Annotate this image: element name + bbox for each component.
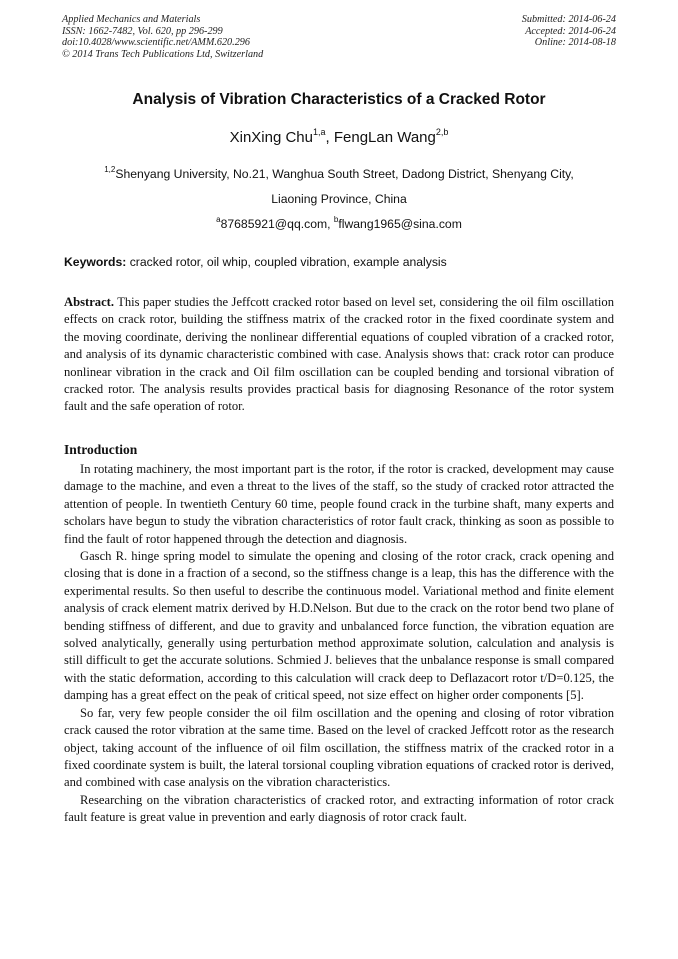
- email-b: flwang1965@sina.com: [338, 217, 462, 231]
- journal-copyright: © 2014 Trans Tech Publications Ltd, Switzerland: [62, 48, 264, 60]
- journal-name: Applied Mechanics and Materials: [62, 14, 201, 25]
- author-separator: ,: [325, 129, 334, 146]
- author-2-sup: 2,b: [435, 127, 449, 137]
- author-1: XinXing Chu: [229, 129, 313, 146]
- email-a-sup: a: [216, 215, 221, 224]
- intro-paragraph-2: Gasch R. hinge spring model to simulate the opening and closing of the rotor crack, crack opening and closing that is done in a fraction of a second, so the stiffness change is a leap, this has the difference with the experimental results. So then useful to describe the continuous model. Variational method and finite element analysis of crack element matrix derived by H.D.Nelson. But due to the crack on the rotor bend two plane of bending stiffness of different, and due to gravity and unbalanced force function, the vibration equation are solved analytically, generally using perturbation method approximate solution, calculation and analysis is still difficult to get the accurate solutions. Schmied J. believes that the unbalance response is small compared with the static deformation, according to this calculation will crack deep to Deflazacort rotor t/D=0.125, the damping has a great effect on the peak of critical speed, not size effect on higher order components [5].: [64, 549, 614, 703]
- intro-paragraph-4: Researching on the vibration characteristics of cracked rotor, and extracting information of rotor crack fault feature is great value in prevention and early diagnosis of rotor crack fault.: [64, 792, 614, 825]
- keywords: [64, 255, 447, 269]
- journal-info: [62, 14, 263, 60]
- date-submitted: Submitted: 2014-06-24: [521, 14, 616, 25]
- affiliation-line-1: [0, 167, 678, 181]
- author-1-sup: 1,a: [313, 127, 326, 137]
- date-accepted: Accepted: 2014-06-24: [525, 25, 616, 37]
- email-b-sup: b: [333, 215, 339, 224]
- email-a: 87685921@qq.com,: [220, 217, 334, 231]
- affiliation-line-2: Liaoning Province, China: [271, 192, 407, 206]
- keywords-label: Keywords:: [64, 255, 127, 269]
- journal-doi: doi:10.4028/www.scientific.net/AMM.620.296: [62, 37, 250, 49]
- abstract-text: This paper studies the Jeffcott cracked rotor based on level set, considering the oil film oscillation effects on crack rotor, building the stiffness matrix of the cracked rotor in the fixed coordinate system and the moving coordinate, deriving the nonlinear differential equations of coupled vibration of a cracked rotor, and analysis of its dynamic characteristic combined with case. Analysis shows that: crack rotor can produce nonlinear vibration in the crack and Oil film oscillation can be coupled bending and torsional vibration of cracked rotor. The analysis results provides practical basis for diagnosing Resonance of the rotor system fault and the safe operation of rotor.: [64, 295, 614, 414]
- paper-title: Analysis of Vibration Characteristics of a Cracked Rotor: [132, 91, 546, 108]
- journal-issn: ISSN: 1662-7482, Vol. 620, pp 296-299: [62, 25, 223, 37]
- section-heading-introduction: Introduction: [64, 442, 138, 457]
- abstract-label: Abstract.: [64, 295, 115, 309]
- intro-paragraph-1: In rotating machinery, the most important part is the rotor, if the rotor is cracked, development may cause damage to the machine, and even a threat to the lives of the staff, so the study of cracked rotor attracted the attention of people. In twentieth Century 60 time, people found crack in the turbine shaft, many experts and scholars have begun to study the vibration characteristics of rotor fault crack, thinking as soon as possible to find the fault of rotor happened through the detection and diagnosis.: [64, 462, 614, 546]
- abstract-paragraph: [64, 294, 614, 416]
- keywords-text: cracked rotor, oil whip, coupled vibration, example analysis: [126, 255, 447, 269]
- author-line: [0, 129, 678, 146]
- abstract: [64, 294, 614, 416]
- author-2: FengLan Wang: [333, 129, 436, 146]
- intro-paragraph-3: So far, very few people consider the oil film oscillation and the opening and closing of rotor vibration crack caused the rotor vibration at the same time. Based on the level of cracked Jeffcott rotor as the research object, taking account of the influence of oil film oscillation, the stiffness matrix of the cracked rotor in a fixed coordinate system is built, the lateral torsional coupling vibration equations of cracked rotor is derived, and combined with case analysis on the vibration characteristics.: [64, 705, 614, 790]
- email-line: [0, 217, 678, 231]
- introduction-body: [64, 461, 614, 827]
- affiliation-sup: 1,2: [104, 165, 116, 174]
- affiliation-text-1: Shenyang University, No.21, Wanghua South Street, Dadong District, Shenyang City,: [115, 167, 574, 181]
- publication-dates: [522, 14, 616, 49]
- date-online: Online: 2014-08-18: [534, 37, 616, 49]
